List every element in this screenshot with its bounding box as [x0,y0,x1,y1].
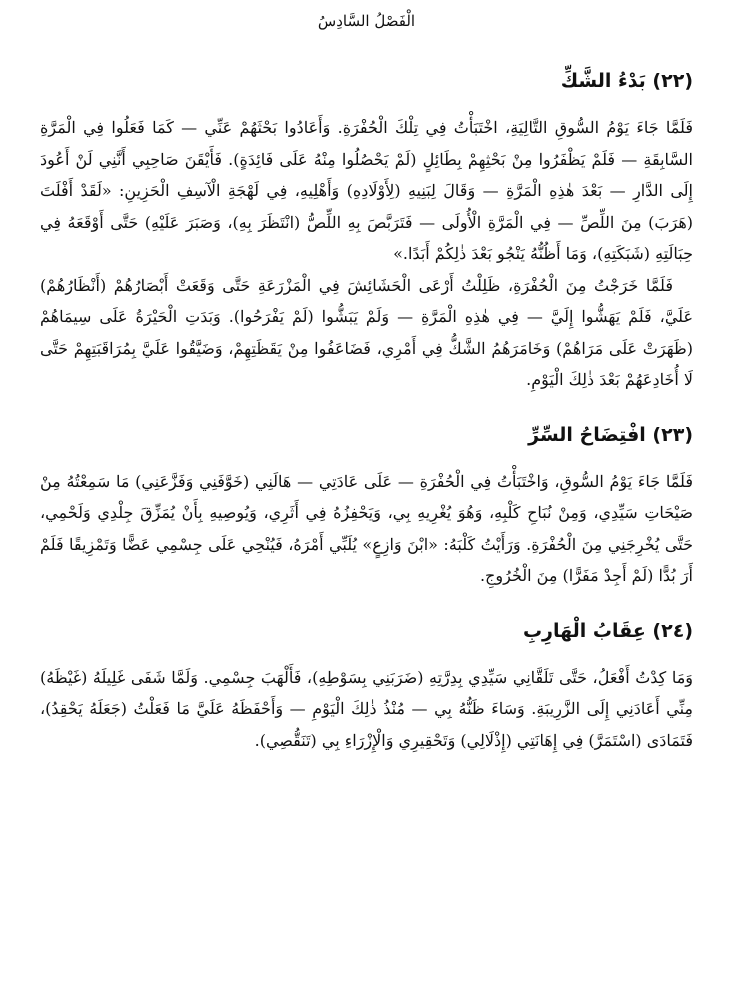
section-title: (٢٤) عِقَابُ الْهَارِبِ [522,619,693,642]
paragraph: فَلَمَّا خَرَجْتُ مِنَ الْحُفْرَةِ، ظَلِلْتُ أَرْعَى الْحَشَائِشَ فِي الْمَزْرَعَةِ حَتَّى وَقَعَتْ أَبْصَارُهُمْ (أَنْظَارُهُمْ) عَلَيَّ، فَلَمْ يَهَشُّوا إِلَيَّ — فِي هٰذِهِ الْمَرَّةِ — وَلَمْ يَبَشُّوا (لَمْ يَفْرَحُوا). وَبَدَتِ الْحَيْرَةُ عَلَى سِيمَاهُمْ (ظَهَرَتْ عَلَى مَرَاهُمْ) وَخَامَرَهُمُ الشَّكُّ فِي أَمْرِي، فَضَاعَفُوا مِنْ يَقَظَتِهِمْ، وَضَيَّقُوا عَلَيَّ بِمُرَاقَبَتِهِمْ حَتَّى لَا أُخَادِعَهُمْ بَعْدَ ذٰلِكَ الْيَوْمِ. [40,275,693,389]
section-23 [40,420,693,592]
paragraph: فَلَمَّا جَاءَ يَوْمُ السُّوقِ، وَاخْتَبَأْتُ فِي الْحُفْرَةِ — عَلَى عَادَتِي — هَالَنِي (خَوَّفَنِي وَفَزَّعَنِي) مَا سَمِعْتُهُ مِنْ صَيْحَاتِ سَيِّدِي، وَمِنْ نُبَاحِ كَلْبِهِ، وَهُوَ يُغْرِيهِ بِي، وَيَحْفِزُهُ فِي أَثَرِي، وَيُوصِيهِ بِأَنْ يُمَزِّقَ جِلْدِي وَلَحْمِي، حَتَّى يُخْرِجَنِي مِنَ الْحُفْرَةِ. وَرَأَيْتُ كَلْبَهُ: «ابْنَ وَازِعٍ» يُلَبِّي أَمْرَهُ، فَيُنْحِي عَلَى جِسْمِي عَضًّا وَتَمْزِيقًا فَلَمْ أَرَ بُدًّا (لَمْ أَجِدْ مَفَرًّا) مِنَ الْخُرُوجِ. [40,471,694,585]
section-24 [40,616,693,757]
paragraph: وَمَا كِدْتُ أَفْعَلُ، حَتَّى تَلَقَّانِي سَيِّدِي بِدِرَّتِهِ (ضَرَبَنِي بِسَوْطِهِ)، فَأَلْهَبَ جِسْمِي. وَلَمَّا شَفَى غَلِيلَهُ (غَيْظَهُ) مِنِّي أَعَادَنِي إِلَى الزَّرِيبَةِ. وَسَاءَ ظَنُّهُ بِي — مُنْذُ ذٰلِكَ الْيَوْمِ — وَأَحْفَظَهُ عَلَيَّ مَا فَعَلْتُ (جَعَلَهُ يَحْقِدُ)، فَتَمَادَى (اسْتَمَرَّ) فِي إِهَانَتِي (إِذْلَالِي) وَتَحْقِيرِي وَالْإِزْرَاءِ بِي (تَنَقُّصِي). [40,667,694,750]
running-header: الْفَصْلُ السَّادِسُ [317,12,416,30]
section-title: (٢٢) بَدْءُ الشَّكِّ [560,70,693,92]
section-title: (٢٣) افْتِضَاحُ السِّرِّ [528,423,693,446]
section-22 [40,66,693,396]
paragraph: فَلَمَّا جَاءَ يَوْمُ السُّوقِ التَّالِيَةِ، اخْتَبَأْتُ فِي تِلْكَ الْحُفْرَةِ. وَأَعَادُوا بَحْثَهُمْ عَنِّي — كَمَا فَعَلُوا فِي الْمَرَّةِ السَّابِقَةِ — فَلَمْ يَظْفَرُوا مِنْ بَحْثِهِمْ بِطَائِلٍ (لَمْ يَحْصُلُوا مِنْهُ عَلَى فَائِدَةٍ). فَأَيْقَنَ صَاحِبِي أَنَّنِي لَنْ أَعُودَ إِلَى الدَّارِ — بَعْدَ هٰذِهِ الْمَرَّةِ — وَقَالَ لِبَنِيهِ (لِأَوْلَادِهِ) وَأَهْلِيهِ، فِي لَهْجَةِ الْآسِفِ الْحَزِينِ: «لَقَدْ أَفْلَتَ (هَرَبَ) مِنَ اللِّصِّ — فِي الْمَرَّةِ الْأُولَى — فَتَرَبَّصَ بِهِ اللِّصُّ (انْتَظَرَ بِهِ)، وَصَبَرَ عَلَيْهِ) حَتَّى أَوْقَعَهُ فِي حِبَالَتِهِ (شَبَكَتِهِ)، وَمَا أَظُنُّهُ يَنْجُو بَعْدَ ذٰلِكُمْ أَبَدًا.» [40,118,693,263]
